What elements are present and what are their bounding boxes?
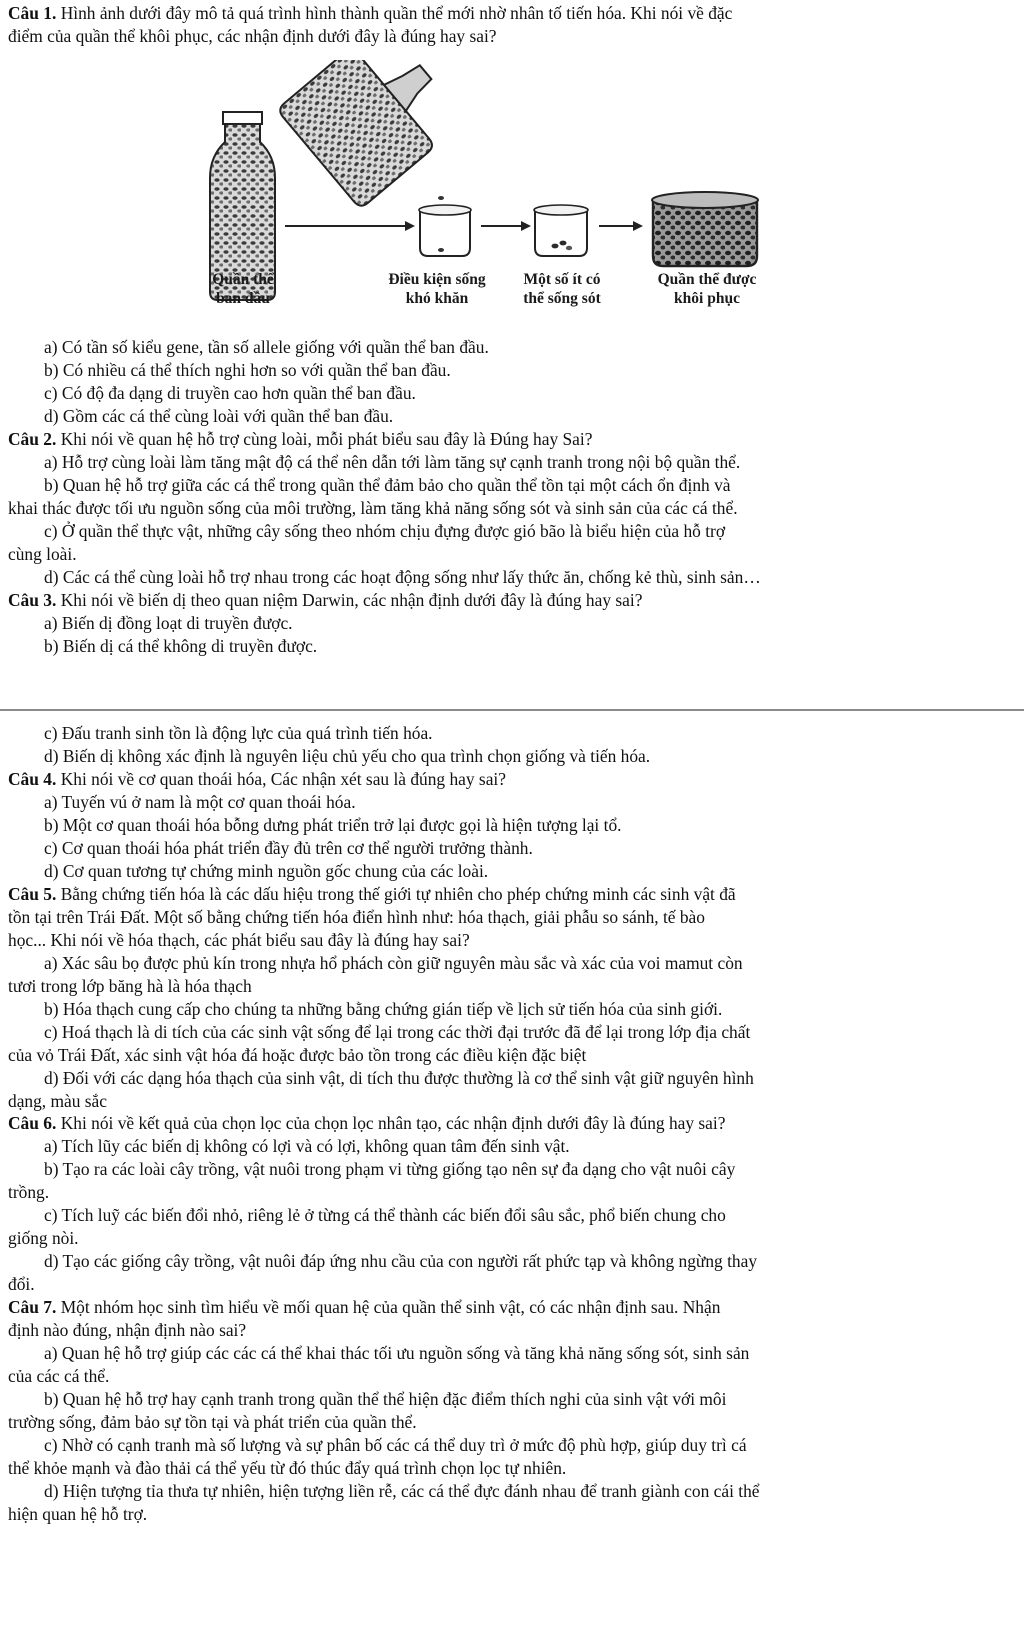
option-b-continued: trồng. <box>8 1182 50 1203</box>
option-c: c) Nhờ có cạnh tranh mà số lượng và sự phân bố các cá thể duy trì ở mức độ phù hợp, giúp duy trì cá <box>44 1435 747 1456</box>
question-7-stem-continued: định nào đúng, nhận định nào sai? <box>8 1320 247 1341</box>
option-b-continued: khai thác được tối ưu nguồn sống của môi trường, làm tăng khả năng sống sót và sinh sản của các cá thể. <box>8 497 738 518</box>
option-b: b) Biến dị cá thể không di truyền được. <box>44 635 318 656</box>
option-a: a) Tuyến vú ở nam là một cơ quan thoái hóa. <box>44 791 356 812</box>
option-b-continued: trường sống, đảm bảo sự tồn tại và phát triển của quần thể. <box>8 1412 417 1433</box>
option-c-continued: thể khỏe mạnh và đào thải cá thể yếu từ đó thúc đẩy quá trình chọn lọc tự nhiên. <box>8 1458 567 1478</box>
option-b: b) Quan hệ hỗ trợ giữa các cá thể trong quần thể đảm bảo cho quần thể tồn tại một cách ổn định và <box>44 474 731 495</box>
option-c: c) Cơ quan thoái hóa phát triển đầy đủ trên cơ thể người trưởng thành. <box>44 837 533 858</box>
lower-section <box>8 722 1014 1526</box>
option-d-continued: đổi. <box>8 1274 35 1295</box>
figure-label-restored: Quần thể được khôi phục <box>657 271 757 308</box>
question-number: Câu 6. <box>8 1113 57 1134</box>
question-5-stem-continued: học... Khi nói về hóa thạch, các phát biểu sau đây là đúng hay sai? <box>8 929 470 950</box>
population-recovery-figure <box>205 60 795 328</box>
survivors-beaker <box>534 205 588 256</box>
page-divider <box>0 709 1024 711</box>
option-b: b) Một cơ quan thoái hóa bỗng dưng phát triển trở lại được gọi là hiện tượng lại tổ. <box>44 814 622 835</box>
option-a: a) Quan hệ hỗ trợ giúp các các cá thể khai thác tối ưu nguồn sống và tăng khả năng sống sót, sinh sản <box>44 1343 750 1364</box>
option-c: c) Đấu tranh sinh tồn là động lực của quá trình tiến hóa. <box>44 723 433 743</box>
harsh-conditions-beaker <box>419 205 471 256</box>
option-c: c) Có độ đa dạng di truyền cao hơn quần thể ban đầu. <box>44 382 416 403</box>
option-c-continued: giống nòi. <box>8 1228 79 1249</box>
question-number: Câu 1. <box>8 3 57 23</box>
option-d-continued: hiện quan hệ hỗ trợ. <box>8 1503 148 1524</box>
question-text: Hình ảnh dưới đây mô tả quá trình hình thành quần thể mới nhờ nhân tố tiến hóa. Khi nói về đặc <box>60 3 733 23</box>
question-5-stem: Câu 5. Bằng chứng tiến hóa là các dấu hiệu trong thế giới tự nhiên cho phép chứng minh các sinh vật đã <box>8 883 736 904</box>
arrow-icon <box>481 221 531 231</box>
restored-population-beaker <box>652 192 758 266</box>
question-1-options <box>8 336 1014 658</box>
option-b: b) Quan hệ hỗ trợ hay cạnh tranh trong quần thể thể hiện đặc điểm thích nghi của sinh vật với môi <box>44 1389 727 1410</box>
question-number: Câu 2. <box>8 428 57 449</box>
option-a: a) Có tần số kiểu gene, tần số allele giống với quần thể ban đầu. <box>44 337 489 357</box>
question-number: Câu 5. <box>8 883 57 904</box>
option-d: d) Hiện tượng tỉa thưa tự nhiên, hiện tượng liền rễ, các cá thể đực đánh nhau để tranh giành con cái thể <box>44 1480 760 1501</box>
question-7-stem: Câu 7. Một nhóm học sinh tìm hiểu về mối quan hệ của quần thể sinh vật, có các nhận định sau. Nhận <box>8 1297 721 1318</box>
option-d: d) Các cá thể cùng loài hỗ trợ nhau trong các hoạt động sống như lấy thức ăn, chống kẻ thù, sinh sản… <box>44 566 761 587</box>
option-a: a) Biến dị đồng loạt di truyền được. <box>44 612 293 633</box>
question-5-stem-continued: tồn tại trên Trái Đất. Một số bằng chứng tiến hóa điển hình như: hóa thạch, giải phẫu so sánh, tế bào <box>8 906 705 927</box>
option-a-continued: tươi trong lớp băng hà là hóa thạch <box>8 975 252 996</box>
option-b: b) Hóa thạch cung cấp cho chúng ta những bằng chứng gián tiếp về lịch sử tiến hóa của sinh giới. <box>44 998 723 1019</box>
question-1-stem <box>8 2 1014 48</box>
figure-label-initial: Quần thể ban đầu <box>212 271 274 308</box>
option-d: d) Gồm các cá thể cùng loài với quần thể ban đầu. <box>44 405 394 426</box>
question-text: điểm của quần thể khôi phục, các nhận định dưới đây là đúng hay sai? <box>8 25 497 46</box>
arrow-icon <box>285 221 415 231</box>
figure-label-survivors: Một số ít có thể sống sót <box>523 271 601 308</box>
option-a: a) Xác sâu bọ được phủ kín trong nhựa hổ phách còn giữ nguyên màu sắc và xác của voi mamut còn <box>44 952 743 973</box>
option-c-continued: của vỏ Trái Đất, xác sinh vật hóa đá hoặc được bảo tồn trong các điều kiện đặc biệt <box>8 1044 587 1065</box>
option-d-continued: dạng, màu sắc <box>8 1090 107 1111</box>
question-3-stem: Câu 3. Khi nói về biến dị theo quan niệm Darwin, các nhận định dưới đây là đúng hay sai? <box>8 589 643 610</box>
option-c: c) Hoá thạch là di tích của các sinh vật sống để lại trong các thời đại trước đã để lại trong lớp địa chất <box>44 1021 751 1042</box>
question-2-stem: Câu 2. Khi nói về quan hệ hỗ trợ cùng loài, mỗi phát biểu sau đây là Đúng hay Sai? <box>8 428 593 449</box>
question-number: Câu 3. <box>8 589 57 610</box>
figure-label-harsh: Điều kiện sống khó khăn <box>388 271 486 308</box>
tilted-bottle <box>277 60 466 209</box>
question-number: Câu 7. <box>8 1297 57 1318</box>
option-a: a) Tích lũy các biến dị không có lợi và có lợi, không quan tâm đến sinh vật. <box>44 1136 570 1157</box>
option-a: a) Hỗ trợ cùng loài làm tăng mật độ cá thể nên dẫn tới làm tăng sự cạnh tranh trong nội bộ quần thể. <box>44 451 741 472</box>
option-b: b) Có nhiều cá thể thích nghi hơn so với quần thể ban đầu. <box>44 359 451 380</box>
option-d: d) Biến dị không xác định là nguyên liệu chủ yếu cho qua trình chọn giống và tiến hóa. <box>44 745 651 766</box>
option-c: c) Tích luỹ các biến đổi nhỏ, riêng lẻ ở từng cá thể thành các biến đổi sâu sắc, phổ biến chung cho <box>44 1205 726 1226</box>
question-6-stem: Câu 6. Khi nói về kết quả của chọn lọc của chọn lọc nhân tạo, các nhận định dưới đây là đúng hay sai? <box>8 1113 726 1134</box>
arrow-icon <box>599 221 643 231</box>
option-a-continued: của các cá thể. <box>8 1366 110 1387</box>
option-d: d) Cơ quan tương tự chứng minh nguồn gốc chung của các loài. <box>44 860 489 881</box>
option-d: d) Đối với các dạng hóa thạch của sinh vật, di tích thu được thường là cơ thể sinh vật giữ nguyên hình <box>44 1067 754 1088</box>
option-d: d) Tạo các giống cây trồng, vật nuôi đáp ứng nhu cầu của con người rất phức tạp và không ngừng thay <box>44 1251 758 1272</box>
option-b: b) Tạo ra các loài cây trồng, vật nuôi trong phạm vi từng giống tạo nên sự đa dạng cho vật nuôi cây <box>44 1159 736 1180</box>
question-number: Câu 4. <box>8 768 57 789</box>
option-c-continued: cùng loài. <box>8 543 77 564</box>
question-4-stem: Câu 4. Khi nói về cơ quan thoái hóa, Các nhận xét sau là đúng hay sai? <box>8 768 506 789</box>
option-c: c) Ở quần thể thực vật, những cây sống theo nhóm chịu đựng được gió bão là biểu hiện của hỗ trợ <box>44 520 726 541</box>
